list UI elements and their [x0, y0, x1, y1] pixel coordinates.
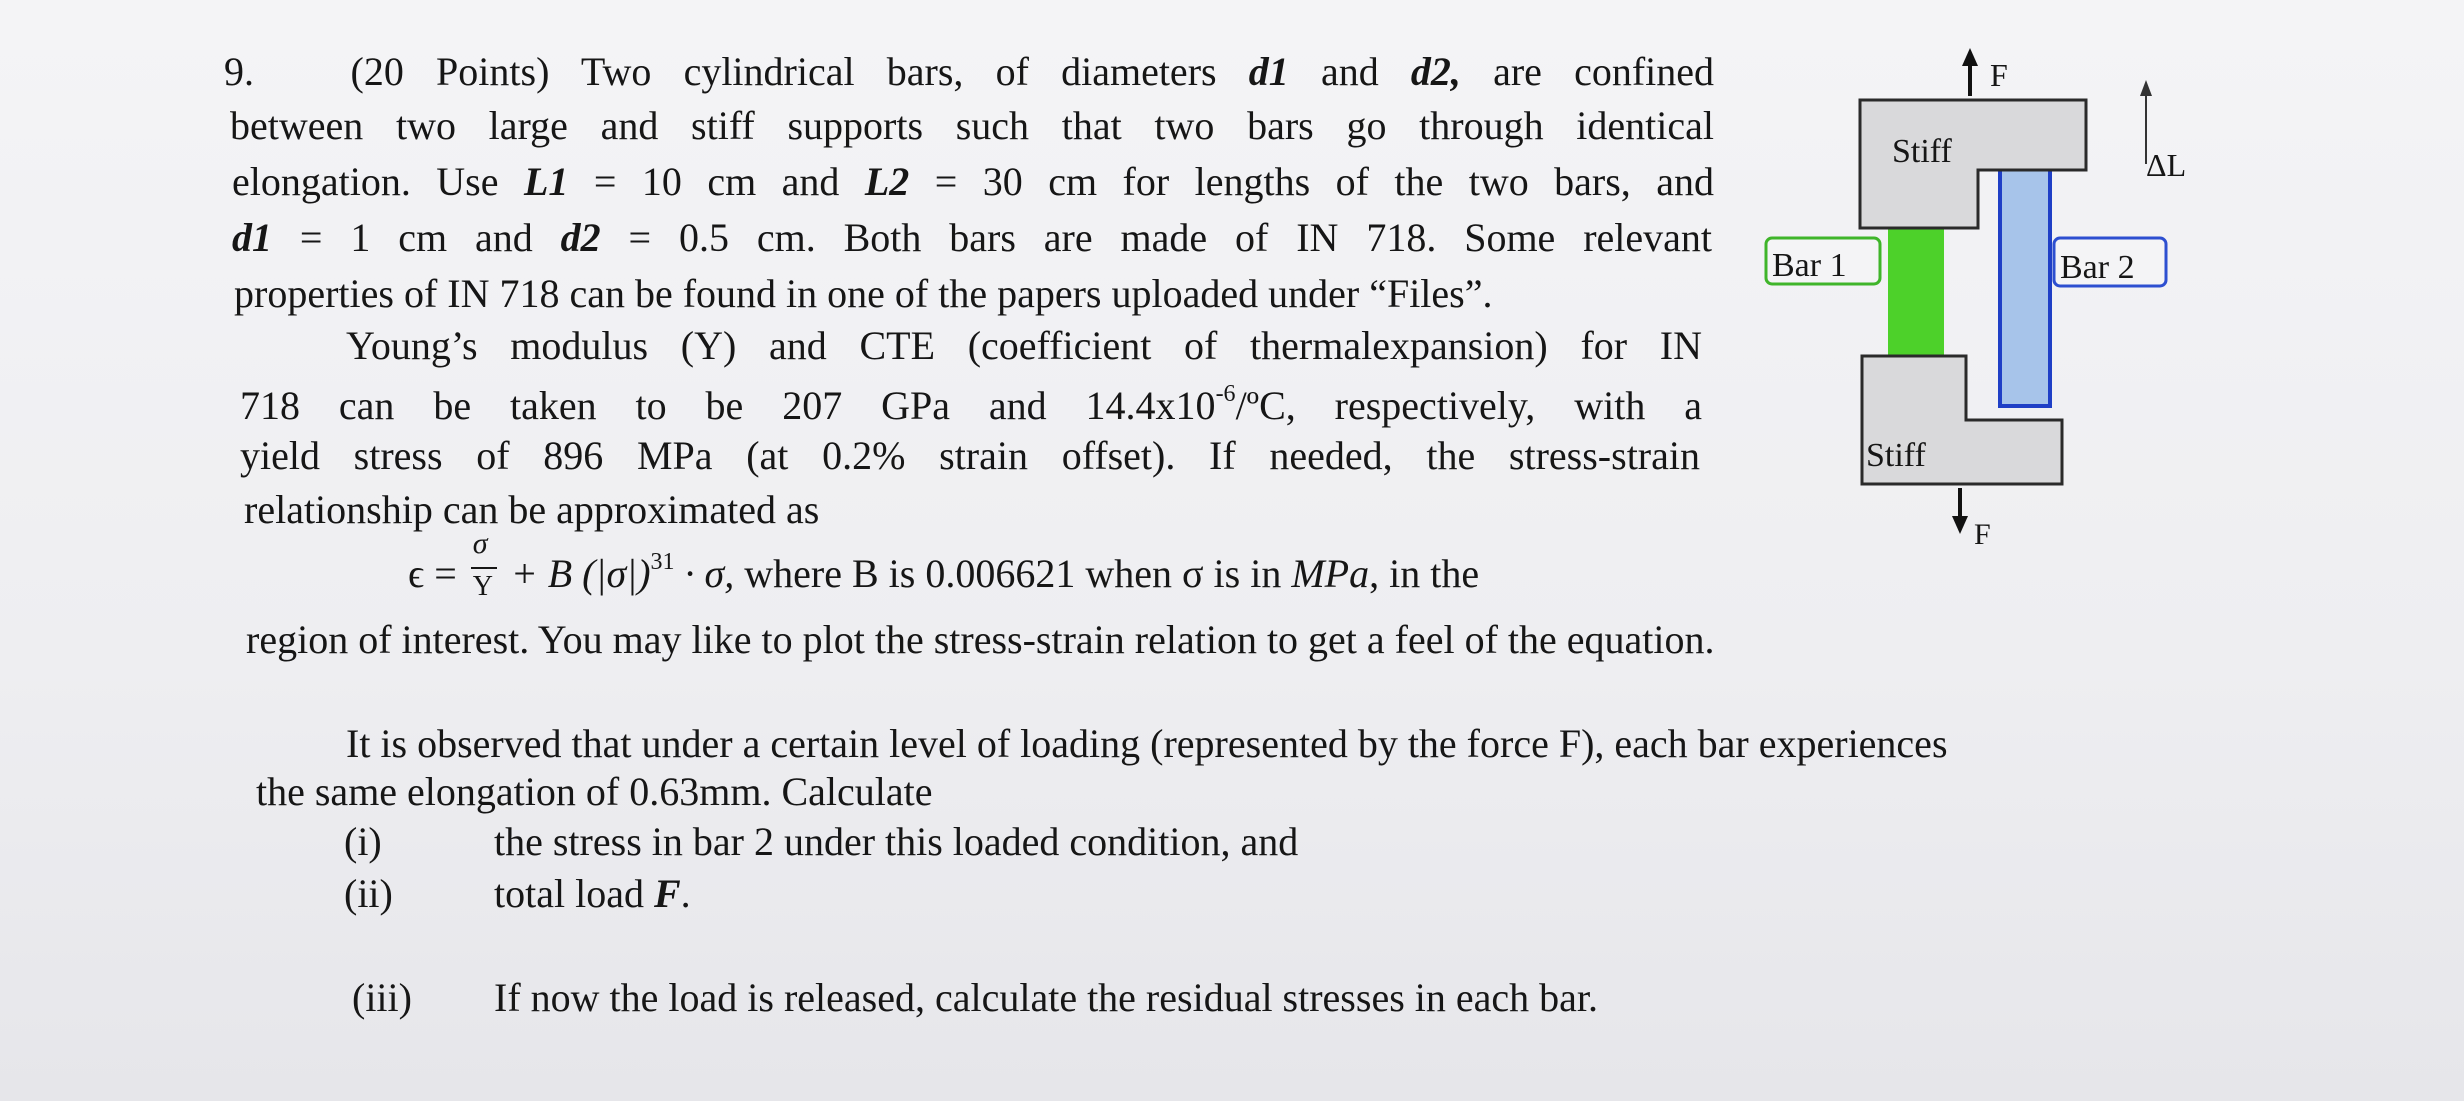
text-line-3: elongation. Use L1 = 10 cm and L2 = 30 cm for lengths of the two bars, and — [232, 159, 1715, 204]
force-arrowhead-bottom — [1952, 516, 1968, 534]
bar-2-label: Bar 2 — [2060, 249, 2135, 286]
text-line-9: relationship can be approximated as — [244, 487, 820, 532]
delta-l-label: ΔL — [2146, 147, 2187, 183]
stiff-label-top: Stiff — [1892, 133, 1952, 170]
text-line-1: 9. (20 Points) Two cylindrical bars, of diameters d1 and d2, are confined — [224, 49, 1715, 94]
text-line-8: yield stress of 896 MPa (at 0.2% strain offset). If needed, the stress-strain — [240, 433, 1700, 478]
text-line-11: region of interest. You may like to plot the stress-strain relation to get a feel of the equation. — [246, 617, 1715, 662]
stiff-label-bottom: Stiff — [1866, 437, 1926, 474]
text-line-6: Young’s modulus (Y) and CTE (coefficient of thermalexpansion) for IN — [346, 323, 1702, 368]
var-d1: d1 — [1248, 49, 1289, 94]
problem-number: 9. — [224, 49, 254, 94]
problem-points: (20 Points) — [350, 49, 550, 94]
text-line-5: properties of IN 718 can be found in one of the papers uploaded under “Files”. — [234, 271, 1493, 316]
bar-1 — [1888, 228, 1944, 356]
var-L1: L1 — [523, 159, 569, 204]
force-label-bottom: F — [1974, 518, 1991, 551]
force-label-top: F — [1990, 57, 2008, 93]
force-arrowhead-top — [1962, 48, 1978, 66]
equation-fraction: $\frac{\sigma}{Y}$ — [467, 551, 501, 591]
delta-l-arrowhead — [2140, 80, 2152, 96]
text-line-7: 718 can be taken to be 207 GPa and $14.4x10^{-6}/ºC$, respectively, with a — [240, 381, 1702, 428]
text-line-4: d1 = 1 cm and d2 = 0.5 cm. Both bars are made of IN 718. Some relevant — [232, 215, 1713, 260]
text-line-2: between two large and stiff supports such that two bars go through identical — [230, 103, 1714, 148]
bar-2 — [2000, 168, 2050, 406]
text-line-13: the same elongation of 0.63mm. Calculate — [256, 769, 933, 814]
bars-diagram — [1740, 40, 2200, 560]
bar-1-label: Bar 1 — [1772, 247, 1847, 284]
equation: ϵ = $\frac{\sigma}{Y}$ + B $(|\sigma|)^{31} \cdot \sigma$, where B is 0.006621 when σ is in MPa, in the — [408, 527, 1480, 602]
text-line-12: It is observed that under a certain level of loading (represented by the force F), each bar experiences — [346, 721, 1948, 766]
var-L2: L2 — [864, 159, 910, 204]
var-d2: d2, — [1410, 49, 1461, 94]
